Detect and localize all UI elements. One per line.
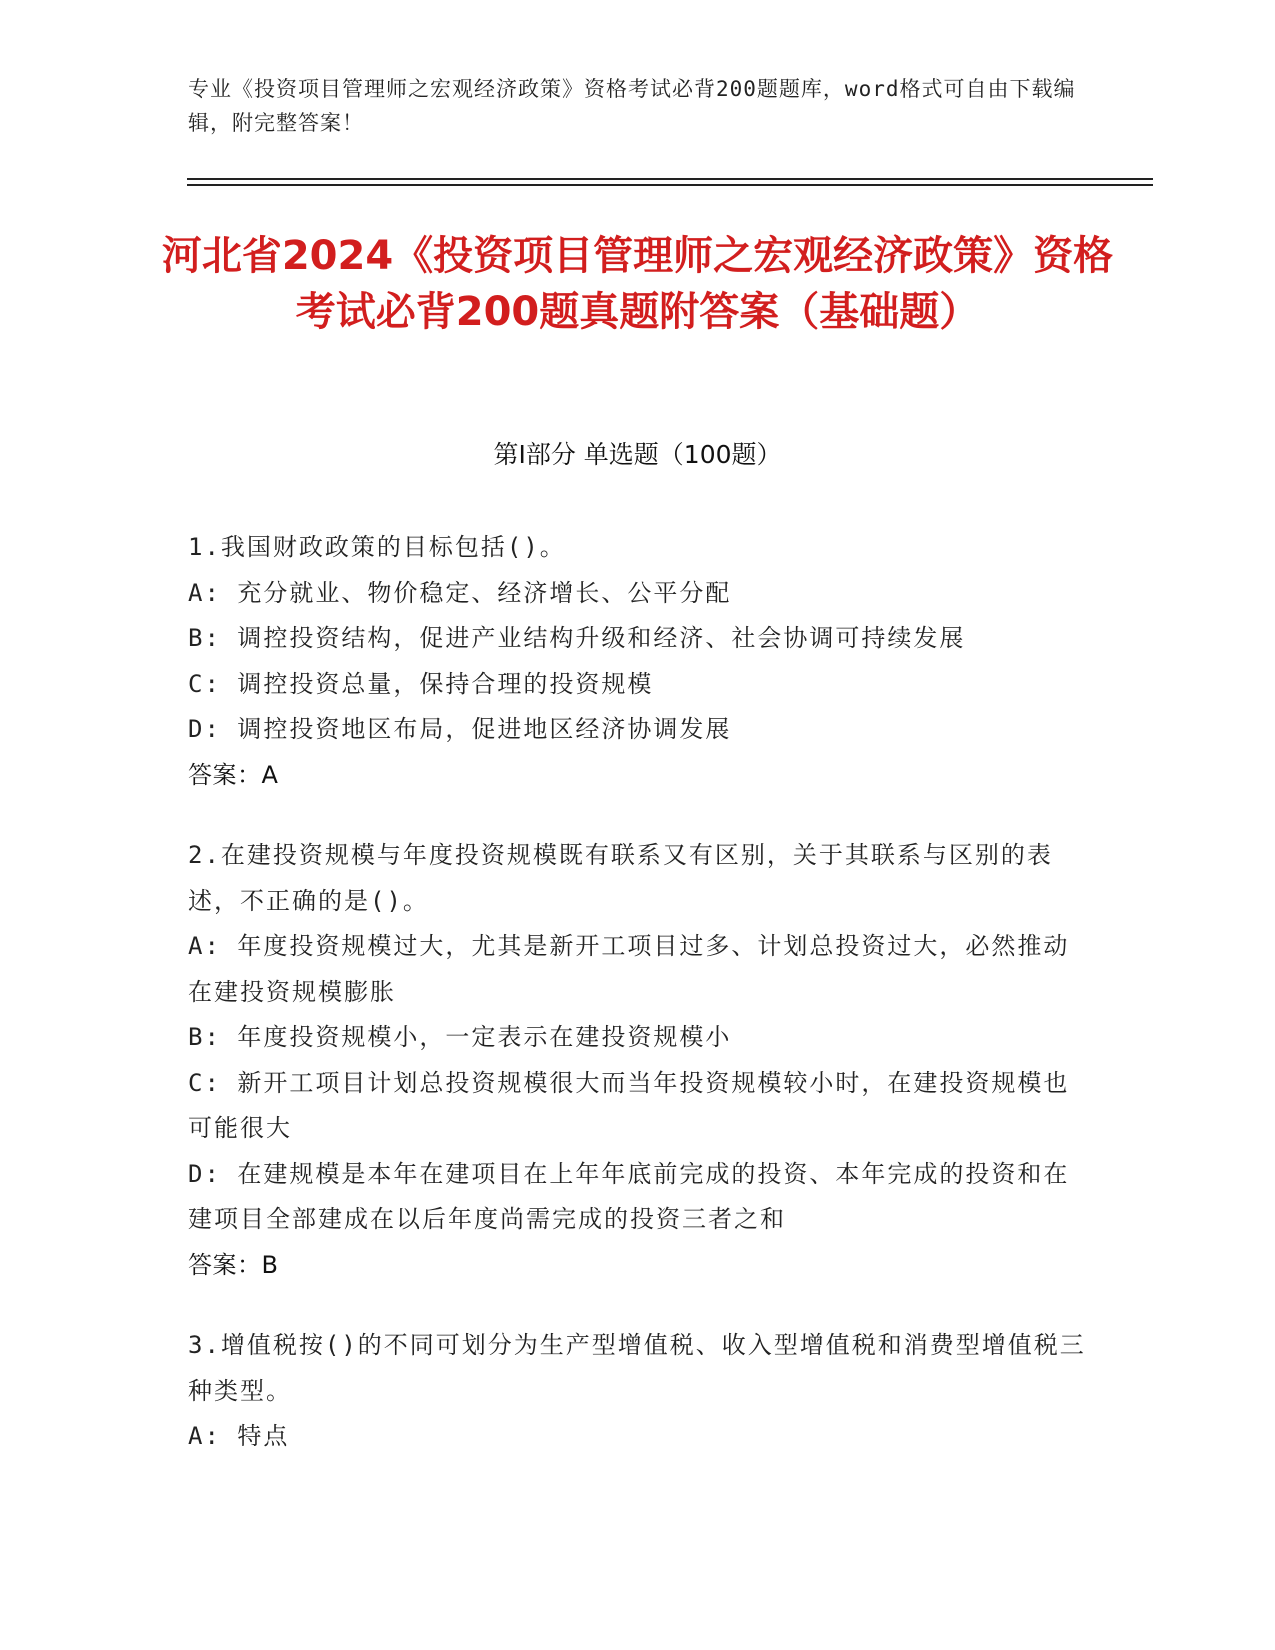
option-d: D: 调控投资地区布局，促进地区经济协调发展 bbox=[188, 715, 732, 743]
header-divider-bottom bbox=[187, 184, 1153, 186]
question-2 bbox=[188, 833, 1088, 1288]
option-a: A: 年度投资规模过大，尤其是新开工项目过多、计划总投资过大，必然推动在建投资规模膨胀 bbox=[188, 932, 1070, 1006]
option-c: C: 新开工项目计划总投资规模很大而当年投资规模较小时，在建投资规模也可能很大 bbox=[188, 1068, 1070, 1142]
question-1 bbox=[188, 525, 1088, 798]
option-b: B: 调控投资结构，促进产业结构升级和经济、社会协调可持续发展 bbox=[188, 624, 966, 652]
option-a: A: 特点 bbox=[188, 1422, 290, 1450]
question-stem: 2.在建投资规模与年度投资规模既有联系又有区别，关于其联系与区别的表述，不正确的是()。 bbox=[188, 841, 1053, 915]
option-a: A: 充分就业、物价稳定、经济增长、公平分配 bbox=[188, 578, 732, 607]
answer: 答案：B bbox=[188, 1250, 279, 1279]
answer: 答案：A bbox=[188, 760, 279, 789]
document-title: 河北省2024《投资项目管理师之宏观经济政策》资格考试必背200题真题附答案（基础题） bbox=[161, 233, 1114, 335]
option-d: D: 在建规模是本年在建项目在上年年底前完成的投资、本年完成的投资和在建项目全部建成在以后年度尚需完成的投资三者之和 bbox=[188, 1159, 1070, 1233]
header-note: 专业《投资项目管理师之宏观经济政策》资格考试必背200题题库，word格式可自由下载编辑，附完整答案！ bbox=[188, 77, 1076, 135]
option-c: C: 调控投资总量，保持合理的投资规模 bbox=[188, 669, 654, 698]
section-heading: 第Ⅰ部分 单选题（100题） bbox=[493, 440, 782, 469]
header-divider-top bbox=[187, 178, 1153, 180]
option-b: B: 年度投资规模小，一定表示在建投资规模小 bbox=[188, 1023, 732, 1051]
question-stem: 3.增值税按()的不同可划分为生产型增值税、收入型增值税和消费型增值税三种类型。 bbox=[188, 1331, 1086, 1405]
question-stem: 1.我国财政政策的目标包括()。 bbox=[188, 533, 566, 561]
question-list bbox=[188, 525, 1088, 1495]
question-3 bbox=[188, 1323, 1088, 1460]
